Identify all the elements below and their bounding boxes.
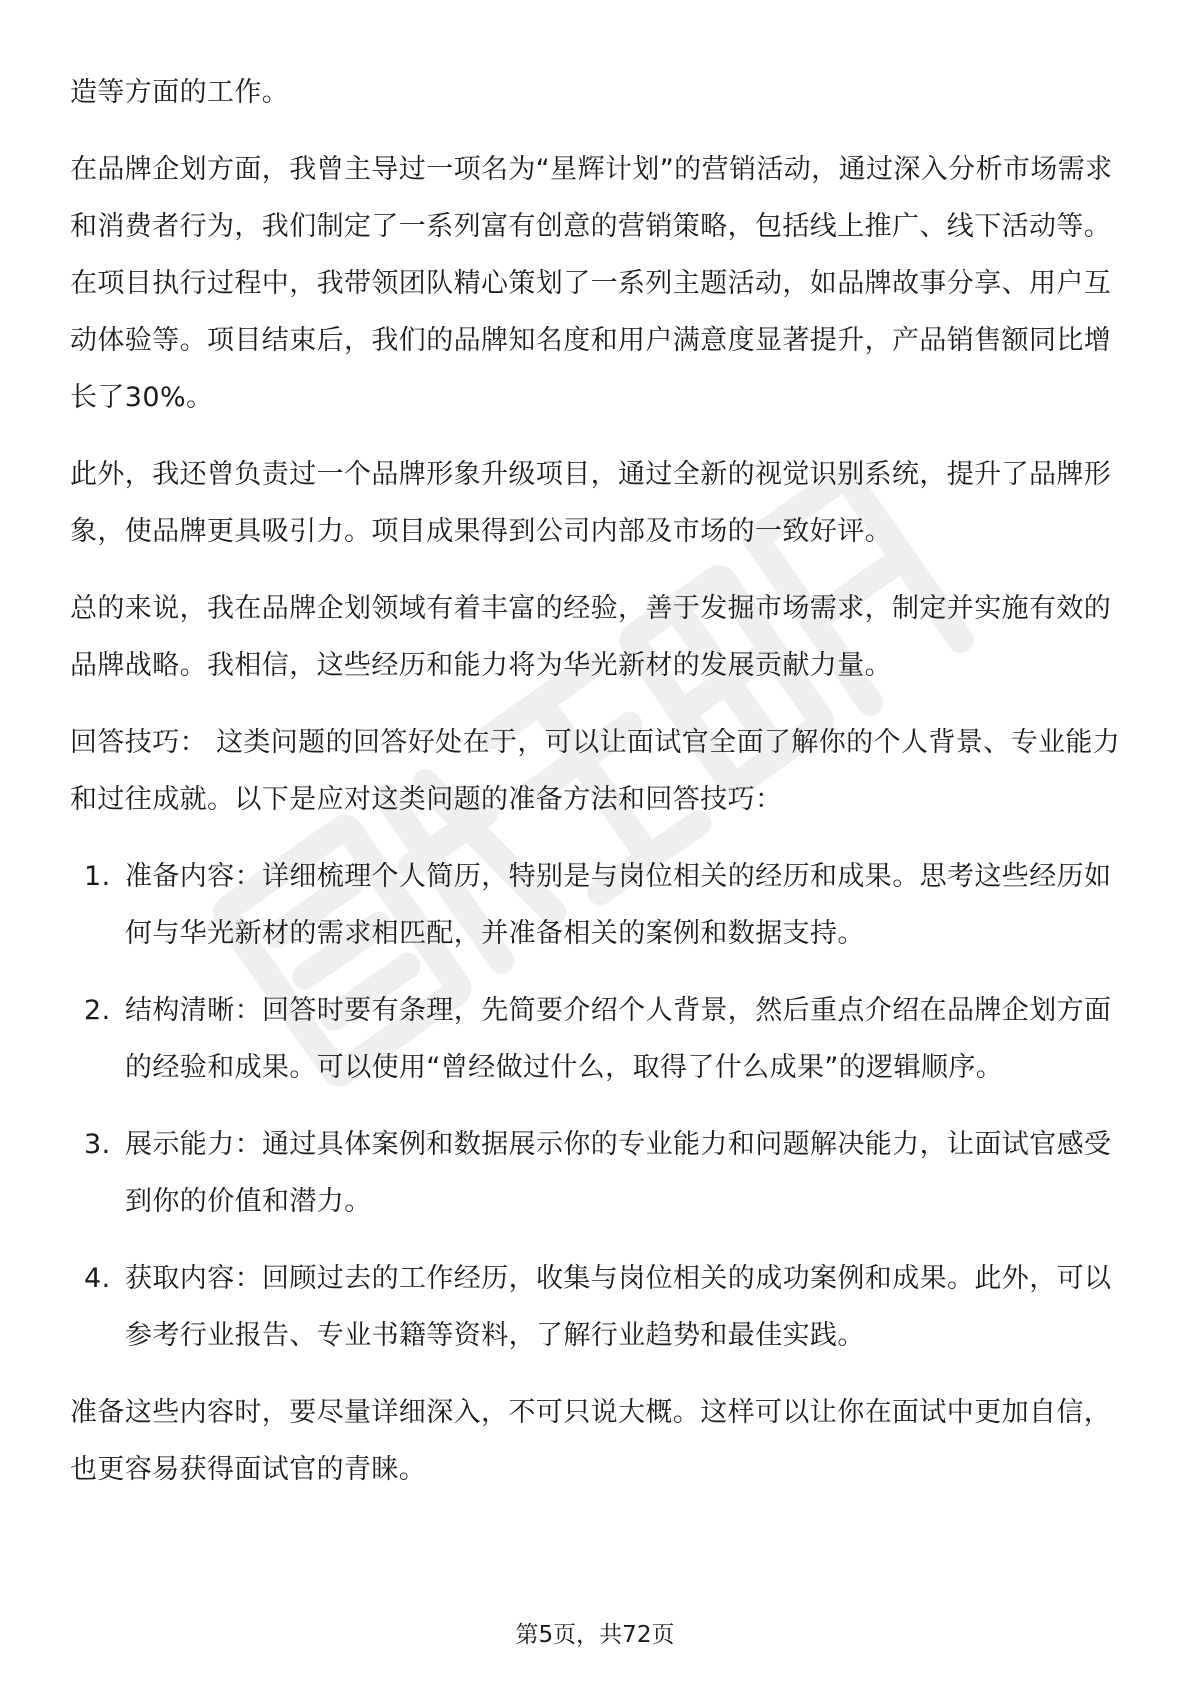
tips-list [70, 848, 1130, 1364]
list-item-text: 获取内容：回顾过去的工作经历，收集与岗位相关的成功案例和成果。此外，可以参考行业报告、专业书籍等资料，了解行业趋势和最佳实践。 [125, 1263, 1112, 1351]
paragraph-closing: 准备这些内容时，要尽量详细深入，不可只说大概。这样可以让你在面试中更加自信，也更容易获得面试官的青睐。 [70, 1397, 1112, 1485]
page-number-footer: 第5页，共72页 [515, 1622, 675, 1648]
list-item-number: 2. [84, 995, 111, 1026]
list-item-text: 结构清晰：回答时要有条理，先简要介绍个人背景，然后重点介绍在品牌企划方面的经验和成果。可以使用“曾经做过什么，取得了什么成果”的逻辑顺序。 [125, 995, 1112, 1083]
paragraph-brand-image: 此外，我还曾负责过一个品牌形象升级项目，通过全新的视觉识别系统，提升了品牌形象，使品牌更具吸引力。项目成果得到公司内部及市场的一致好评。 [70, 459, 1112, 547]
paragraph-answer-tips: 回答技巧： 这类问题的回答好处在于，可以让面试官全面了解你的个人背景、专业能力和过往成就。以下是应对这类问题的准备方法和回答技巧： [70, 727, 1121, 815]
list-item [70, 848, 1130, 962]
list-item [70, 1116, 1130, 1230]
list-item-number: 4. [84, 1263, 111, 1294]
document-body [70, 64, 1130, 1498]
list-item [70, 982, 1130, 1096]
list-item-text: 展示能力：通过具体案例和数据展示你的专业能力和问题解决能力，让面试官感受到你的价值和潜力。 [125, 1129, 1112, 1217]
paragraph-brand-planning: 在品牌企划方面，我曾主导过一项名为“星辉计划”的营销活动，通过深入分析市场需求和消费者行为，我们制定了一系列富有创意的营销策略，包括线上推广、线下活动等。在项目执行过程中，我带领团队精心策划了一系列主题活动，如品牌故事分享、用户互动体验等。项目结束后，我们的品牌知名度和用户满意度显著提升，产品销售额同比增长了30%。 [70, 154, 1113, 413]
list-item-text: 准备内容：详细梳理个人简历，特别是与岗位相关的经历和成果。思考这些经历如何与华光新材的需求相匹配，并准备相关的案例和数据支持。 [125, 861, 1112, 949]
list-item-number: 1. [84, 861, 111, 892]
list-item-number: 3. [84, 1129, 111, 1160]
list-item [70, 1250, 1130, 1364]
paragraph-summary: 总的来说，我在品牌企划领域有着丰富的经验，善于发掘市场需求，制定并实施有效的品牌战略。我相信，这些经历和能力将为华光新材的发展贡献力量。 [70, 593, 1112, 681]
paragraph-continuation: 造等方面的工作。 [70, 77, 290, 108]
